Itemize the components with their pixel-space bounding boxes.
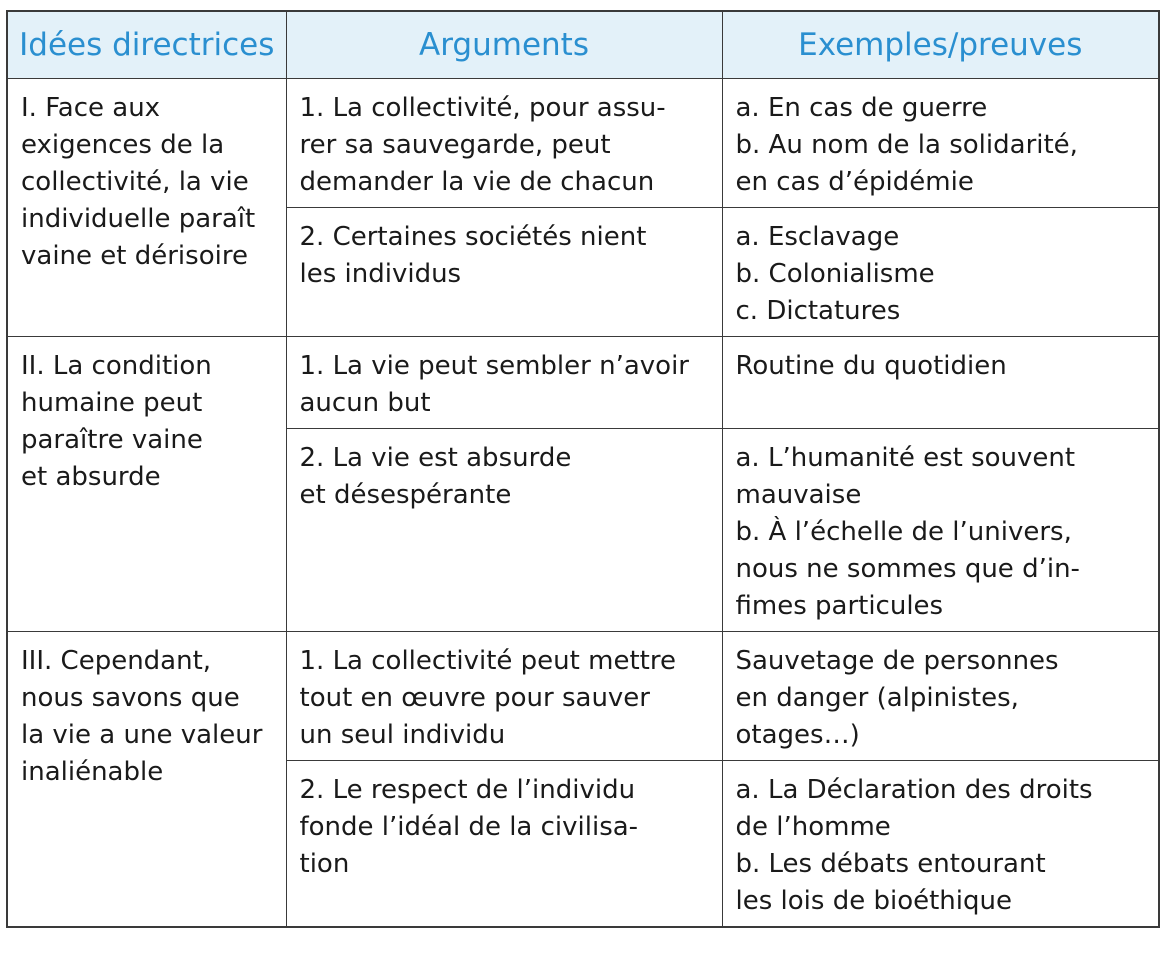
table-row: [7, 632, 1159, 761]
header-examples: Exemples/preuves: [722, 11, 1159, 79]
argument-cell: 1. La collectivité peut mettre tout en œuvre pour sauver un seul individu: [286, 632, 722, 761]
idea-cell-2: [7, 337, 286, 632]
examples-cell: Sauvetage de personnes en danger (alpinistes, otages…): [722, 632, 1159, 761]
argument-table: [6, 10, 1160, 928]
examples-cell: a. La Déclaration des droits de l’homme b. Les débats entourant les lois de bioéthique: [722, 761, 1159, 928]
section-numeral: II.: [21, 351, 45, 381]
section-numeral: I.: [21, 93, 37, 123]
section-numeral: III.: [21, 646, 53, 676]
examples-cell: a. En cas de guerre b. Au nom de la solidarité, en cas d’épidémie: [722, 79, 1159, 208]
header-row: [7, 11, 1159, 79]
idea-cell-1: [7, 79, 286, 337]
argument-cell: 2. Certaines sociétés nient les individus: [286, 208, 722, 337]
idea-cell-3: [7, 632, 286, 928]
argument-cell: 1. La collectivité, pour assu- rer sa sauvegarde, peut demander la vie de chacun: [286, 79, 722, 208]
examples-cell: a. Esclavage b. Colonialisme c. Dictatures: [722, 208, 1159, 337]
argument-cell: 1. La vie peut sembler n’avoir aucun but: [286, 337, 722, 429]
table-row: [7, 337, 1159, 429]
header-ideas: Idées directrices: [7, 11, 286, 79]
argument-cell: 2. La vie est absurde et désespérante: [286, 429, 722, 632]
table-row: [7, 79, 1159, 208]
examples-cell: Routine du quotidien: [722, 337, 1159, 429]
idea-text: Face aux exigences de la collectivité, la vie individuelle paraît vaine et dérisoire: [21, 93, 256, 271]
header-arguments: Arguments: [286, 11, 722, 79]
idea-text: Cependant, nous savons que la vie a une valeur inaliénable: [21, 646, 263, 787]
argument-cell: 2. Le respect de l’individu fonde l’idéal de la civilisa- tion: [286, 761, 722, 928]
idea-text: La condition humaine peut paraître vaine et absurde: [21, 351, 212, 492]
examples-cell: a. L’humanité est souvent mauvaise b. À l’échelle de l’univers, nous ne sommes que d’in- fimes particules: [722, 429, 1159, 632]
